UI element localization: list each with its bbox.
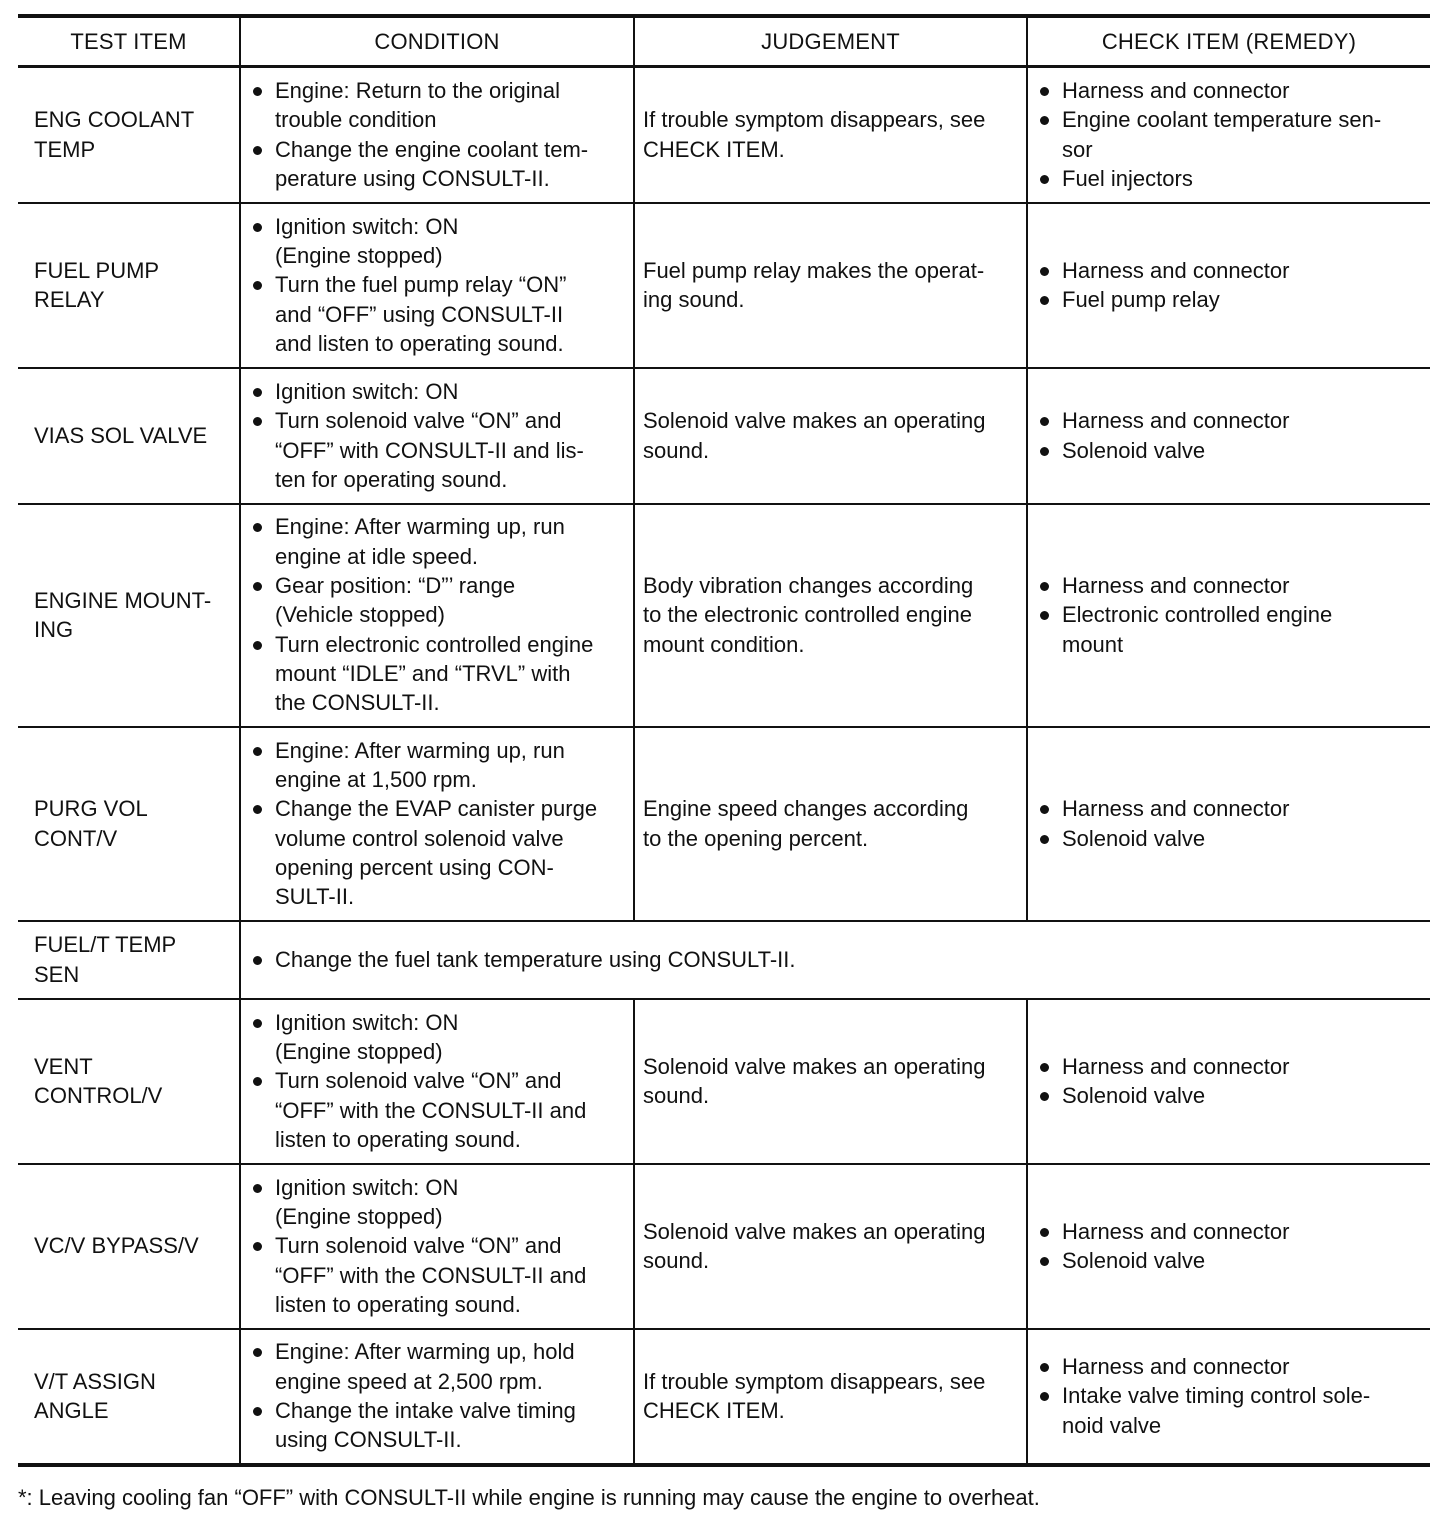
check-item-cell: [1027, 999, 1430, 1164]
text-line: listen to operating sound.: [275, 1291, 521, 1317]
judgement-cell: [634, 999, 1027, 1164]
bullet-item: [249, 76, 627, 135]
text-line: sound.: [643, 437, 710, 463]
check-item-cell: [1027, 1164, 1430, 1329]
bullet-item: [1036, 76, 1424, 105]
text-line: CONT/V: [34, 825, 118, 851]
bullet-list: [249, 76, 627, 193]
text-line: perature using CONSULT-II.: [275, 166, 550, 192]
text-line: Ignition switch: ON: [275, 213, 459, 239]
bullet-item: [1036, 406, 1424, 435]
text-line: (Engine stopped): [275, 1204, 443, 1230]
table-row: [18, 504, 1430, 727]
text-line: (Engine stopped): [275, 1039, 443, 1065]
bullet-item: [249, 736, 627, 795]
table-row: [18, 727, 1430, 921]
text-line: ENGINE MOUNT-: [34, 587, 212, 613]
judgement-cell: [634, 368, 1027, 504]
text-line: Fuel pump relay: [1062, 287, 1220, 312]
text-line: Solenoid valve: [1062, 825, 1206, 851]
bullet-list: [249, 736, 627, 912]
text-line: listen to operating sound.: [275, 1126, 521, 1152]
text-line: Engine: Return to the original: [275, 78, 560, 104]
bullet-item: [249, 1008, 627, 1067]
judgement-cell: [634, 67, 1027, 203]
text-line: Engine: After warming up, run: [275, 514, 565, 540]
bullet-item: [249, 406, 627, 494]
check-item-cell: [1027, 368, 1430, 504]
bullet-item: [1036, 1217, 1424, 1246]
text-line: engine speed at 2,500 rpm.: [275, 1368, 543, 1394]
text-line: Turn electronic controlled engine: [275, 631, 594, 657]
text-line: Intake valve timing control sole-: [1062, 1383, 1371, 1409]
text-line: VIAS SOL VALVE: [34, 422, 208, 448]
header-row: [18, 16, 1430, 67]
bullet-item: [249, 794, 627, 911]
text-line: Solenoid valve makes an operating: [643, 1218, 986, 1244]
bullet-list: [249, 945, 1424, 974]
text-line: “OFF” with CONSULT-II and lis-: [275, 437, 584, 463]
bullet-list: [1036, 256, 1424, 315]
header-test-item: TEST ITEM: [18, 16, 240, 67]
text-line: Turn solenoid valve “ON” and: [275, 408, 562, 434]
condition-cell: [240, 203, 634, 368]
text-line: Harness and connector: [1062, 1218, 1290, 1244]
text-line: Engine: After warming up, run: [275, 737, 565, 763]
bullet-item: [1036, 285, 1424, 314]
text-line: sor: [1062, 136, 1093, 162]
check-item-cell: [1027, 203, 1430, 368]
bullet-item: [249, 135, 627, 194]
check-item-cell: [1027, 1329, 1430, 1465]
header-check-item: CHECK ITEM (REMEDY): [1027, 16, 1430, 67]
text-line: the CONSULT-II.: [275, 690, 440, 716]
text-line: ING: [34, 617, 74, 642]
bullet-item: [1036, 1081, 1424, 1110]
condition-cell: [240, 1329, 634, 1465]
test-item-cell: [18, 727, 240, 921]
text-line: Engine: After warming up, hold: [275, 1339, 575, 1365]
text-line: to the electronic controlled engine: [643, 602, 972, 628]
bullet-item: [249, 945, 1424, 974]
bullet-list: [249, 1173, 627, 1319]
bullet-item: [1036, 1052, 1424, 1081]
bullet-list: [249, 377, 627, 494]
bullet-item: [249, 377, 627, 406]
test-item-cell: [18, 1329, 240, 1465]
test-item-cell: [18, 1164, 240, 1329]
text-line: Change the engine coolant tem-: [275, 136, 589, 162]
text-line: Harness and connector: [1062, 1053, 1290, 1079]
text-line: CHECK ITEM.: [643, 1398, 785, 1423]
text-line: Ignition switch: ON: [275, 378, 459, 404]
text-line: V/T ASSIGN: [34, 1368, 156, 1394]
bullet-list: [249, 512, 627, 717]
bullet-list: [1036, 1052, 1424, 1111]
text-line: Fuel injectors: [1062, 166, 1193, 192]
bullet-item: [249, 1173, 627, 1232]
text-line: opening percent using CON-: [275, 854, 554, 880]
active-test-table: [18, 14, 1430, 1467]
text-line: Solenoid valve makes an operating: [643, 408, 986, 434]
test-item-cell: [18, 921, 240, 999]
text-line: “OFF” with the CONSULT-II and: [275, 1097, 587, 1123]
text-line: FUEL PUMP: [34, 257, 160, 283]
bullet-item: [249, 1066, 627, 1154]
judgement-cell: [634, 1329, 1027, 1465]
text-line: engine at idle speed.: [275, 543, 479, 569]
test-item-cell: [18, 368, 240, 504]
text-line: Gear position: “D”’ range: [275, 573, 516, 599]
test-item-cell: [18, 67, 240, 203]
test-item-cell: [18, 504, 240, 727]
text-line: Turn solenoid valve “ON” and: [275, 1068, 562, 1094]
text-line: Solenoid valve: [1062, 437, 1206, 463]
bullet-item: [1036, 164, 1424, 193]
text-line: Harness and connector: [1062, 257, 1290, 283]
text-line: Solenoid valve makes an operating: [643, 1053, 986, 1079]
condition-cell: [240, 368, 634, 504]
condition-cell: [240, 504, 634, 727]
bullet-list: [249, 212, 627, 358]
text-line: Ignition switch: ON: [275, 1174, 459, 1200]
bullet-list: [249, 1337, 627, 1454]
text-line: Harness and connector: [1062, 573, 1290, 599]
text-line: sound.: [643, 1083, 710, 1108]
header-judgement: JUDGEMENT: [634, 16, 1027, 67]
text-line: CONTROL/V: [34, 1083, 163, 1108]
text-line: Engine speed changes according: [643, 796, 969, 822]
text-line: CHECK ITEM.: [643, 136, 785, 162]
text-line: SEN: [34, 961, 80, 987]
text-line: noid valve: [1062, 1412, 1162, 1438]
bullet-item: [1036, 1381, 1424, 1440]
text-line: mount: [1062, 631, 1124, 657]
text-line: volume control solenoid valve: [275, 825, 564, 851]
bullet-list: [1036, 76, 1424, 193]
text-line: engine at 1,500 rpm.: [275, 766, 477, 792]
text-line: ten for operating sound.: [275, 466, 508, 492]
text-line: PURG VOL: [34, 796, 148, 822]
check-item-cell: [1027, 504, 1430, 727]
check-item-cell: [1027, 67, 1430, 203]
text-line: using CONSULT-II.: [275, 1427, 462, 1453]
bullet-item: [1036, 794, 1424, 823]
text-line: TEMP: [34, 136, 96, 162]
test-item-cell: [18, 203, 240, 368]
bullet-item: [249, 1231, 627, 1319]
bullet-item: [249, 571, 627, 630]
text-line: If trouble symptom disappears, see: [643, 107, 986, 133]
text-line: Fuel pump relay makes the operat-: [643, 257, 985, 283]
text-line: mount condition.: [643, 631, 805, 657]
text-line: ing sound.: [643, 287, 745, 312]
table-row: [18, 1329, 1430, 1465]
text-line: and listen to operating sound.: [275, 330, 564, 356]
bullet-item: [249, 270, 627, 358]
text-line: Engine coolant temperature sen-: [1062, 107, 1382, 133]
table-row: [18, 999, 1430, 1164]
bullet-item: [249, 512, 627, 571]
text-line: mount “IDLE” and “TRVL” with: [275, 660, 571, 686]
judgement-cell: [634, 203, 1027, 368]
condition-cell: [240, 1164, 634, 1329]
text-line: (Vehicle stopped): [275, 602, 445, 628]
bullet-list: [1036, 571, 1424, 659]
table-row: [18, 368, 1430, 504]
text-line: Harness and connector: [1062, 1354, 1290, 1380]
table-row: [18, 203, 1430, 368]
text-line: Change the EVAP canister purge: [275, 796, 598, 822]
header-condition: CONDITION: [240, 16, 634, 67]
footnote: *: Leaving cooling fan “OFF” with CONSULT-II while engine is running may cause the engine to overheat.: [18, 1485, 1040, 1510]
table-row: [18, 1164, 1430, 1329]
check-item-cell: [1027, 727, 1430, 921]
bullet-list: [1036, 1217, 1424, 1276]
text-line: If trouble symptom disappears, see: [643, 1368, 986, 1394]
condition-cell: [240, 67, 634, 203]
text-line: and “OFF” using CONSULT-II: [275, 301, 564, 327]
text-line: Change the fuel tank temperature using CONSULT-II.: [275, 946, 796, 972]
text-line: VC/V BYPASS/V: [34, 1233, 199, 1259]
bullet-list: [1036, 406, 1424, 465]
text-line: Electronic controlled engine: [1062, 602, 1333, 628]
text-line: Turn solenoid valve “ON” and: [275, 1233, 562, 1259]
text-line: Solenoid valve: [1062, 1083, 1206, 1108]
bullet-list: [1036, 1352, 1424, 1440]
text-line: VENT: [34, 1053, 93, 1079]
text-line: Harness and connector: [1062, 796, 1290, 822]
text-line: Ignition switch: ON: [275, 1009, 459, 1035]
bullet-item: [249, 1337, 627, 1396]
text-line: Harness and connector: [1062, 408, 1290, 434]
bullet-item: [1036, 824, 1424, 853]
text-line: to the opening percent.: [643, 825, 869, 851]
bullet-item: [1036, 256, 1424, 285]
condition-cell: [240, 999, 634, 1164]
text-line: Change the intake valve timing: [275, 1398, 576, 1423]
text-line: trouble condition: [275, 107, 437, 133]
bullet-list: [1036, 794, 1424, 853]
text-line: sound.: [643, 1248, 710, 1273]
judgement-cell: [634, 504, 1027, 727]
judgement-cell: [634, 727, 1027, 921]
text-line: ENG COOLANT: [34, 107, 195, 133]
text-line: Turn the fuel pump relay “ON”: [275, 272, 567, 298]
judgement-cell: [634, 1164, 1027, 1329]
bullet-item: [1036, 1352, 1424, 1381]
text-line: SULT-II.: [275, 884, 355, 910]
bullet-item: [249, 630, 627, 718]
text-line: ANGLE: [34, 1398, 109, 1423]
test-item-cell: [18, 999, 240, 1164]
text-line: FUEL/T TEMP: [34, 932, 177, 958]
bullet-item: [249, 1396, 627, 1455]
text-line: Solenoid valve: [1062, 1248, 1206, 1273]
bullet-item: [249, 212, 627, 271]
bullet-list: [249, 1008, 627, 1154]
bullet-item: [1036, 436, 1424, 465]
text-line: Body vibration changes according: [643, 573, 974, 599]
text-line: RELAY: [34, 287, 105, 312]
bullet-item: [1036, 600, 1424, 659]
condition-cell: [240, 921, 1430, 999]
bullet-item: [1036, 1246, 1424, 1275]
bullet-item: [1036, 571, 1424, 600]
text-line: “OFF” with the CONSULT-II and: [275, 1262, 587, 1288]
table-row: [18, 921, 1430, 999]
table-body: [18, 67, 1430, 1465]
condition-cell: [240, 727, 634, 921]
text-line: (Engine stopped): [275, 243, 443, 269]
table-row: [18, 67, 1430, 203]
text-line: Harness and connector: [1062, 78, 1290, 104]
bullet-item: [1036, 105, 1424, 164]
